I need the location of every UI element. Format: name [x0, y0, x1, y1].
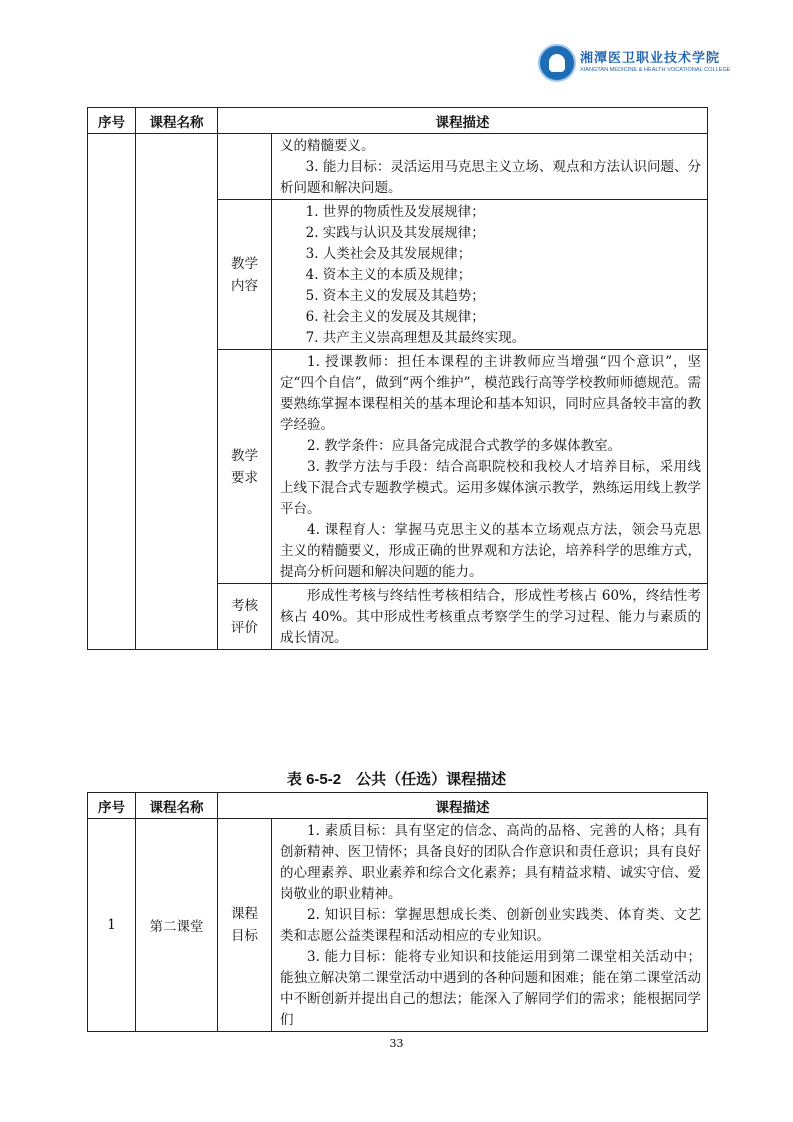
- table-header-row: [88, 108, 708, 134]
- goal-tail-cell: [272, 134, 708, 200]
- college-emblem-icon: [538, 44, 576, 82]
- requirement-item: 3. 教学方法与手段：结合高职院校和我校人才培养目标，采用线上线下混合式专题教学模式。运用多媒体演示教学，熟练运用线上教学平台。: [280, 459, 701, 517]
- assessment-cell: [272, 584, 708, 650]
- elective-course-table: [87, 792, 708, 1032]
- list-item: 6. 社会主义的发展及其规律；: [305, 309, 485, 325]
- goal-item: 3. 能力目标：能将专业知识和技能运用到第二课堂相关活动中；能独立解决第二课堂活动中遇到的各种问题和困难；能在第二课堂活动中不断创新并提出自己的想法；能深入了解同学们的需求；能根据同学们: [280, 949, 701, 1028]
- goal-ability: 3. 能力目标：灵活运用马克思主义立场、观点和方法认识问题、分析问题和解决问题。: [280, 159, 701, 196]
- course-name-cell: [136, 134, 218, 650]
- goal-label: [218, 819, 272, 1032]
- row-course-name: 第二课堂: [136, 819, 218, 1032]
- table-row: [88, 819, 708, 1032]
- course-table-continued: [87, 107, 708, 650]
- requirement-item: 4. 课程育人：掌握马克思主义的基本立场观点方法，领会马克思主义的精髓要义，形成正确的世界观和方法论，培养科学的思维方式，提高分析问题和解决问题的能力。: [280, 522, 701, 580]
- list-item: 1. 世界的物质性及发展规律；: [305, 204, 485, 220]
- requirement-label-text: 教学要求: [231, 447, 258, 486]
- content-cell: [272, 200, 708, 350]
- header-course-description: 课程描述: [218, 793, 708, 819]
- requirement-item: 2. 教学条件：应具备完成混合式教学的多媒体教室。: [307, 438, 622, 454]
- header-course-name: 课程名称: [136, 108, 218, 134]
- goal-item: 2. 知识目标：掌握思想成长类、创新创业实践类、体育类、文艺类和志愿公益类课程和活动相应的专业知识。: [280, 907, 701, 944]
- header-course-name: 课程名称: [136, 793, 218, 819]
- index-cell: [88, 134, 136, 650]
- assessment-label-text: 考核评价: [231, 597, 258, 636]
- assessment-text: 形成性考核与终结性考核相结合，形成性考核占 60%，终结性考核占 40%。其中形成性考核重点考察学生的学习过程、能力与素质的成长情况。: [280, 588, 701, 646]
- logo-chinese-name: 湘潭医卫职业技术学院: [580, 51, 721, 66]
- requirement-label: [218, 350, 272, 584]
- goal-label-text: 课程目标: [231, 906, 258, 944]
- header-course-description: 课程描述: [218, 108, 708, 134]
- list-item: 3. 人类社会及其发展规律；: [305, 246, 472, 262]
- college-logo: [538, 44, 731, 84]
- assessment-label: [218, 584, 272, 650]
- requirement-item: 1. 授课教师：担任本课程的主讲教师应当增强“四个意识”，坚定“四个自信”，做到“两个维护”，模范践行高等学校教师师德规范。需要熟练掌握本课程相关的基本理论和基本知识，同时应具备较丰富的教学经验。: [280, 354, 701, 433]
- list-item: 4. 资本主义的本质及规律；: [305, 267, 472, 283]
- list-item: 7. 共产主义崇高理想及其最终实现。: [305, 330, 526, 346]
- page-number: 33: [389, 1037, 404, 1050]
- goal-tail-line: 义的精髓要义。: [280, 138, 375, 154]
- logo-english-name: XIANGTAN MEDICINE & HEALTH VOCATIONAL COLLEGE: [580, 67, 731, 73]
- goal-label-cell: [218, 134, 272, 200]
- requirement-cell: [272, 350, 708, 584]
- header-index: 序号: [88, 108, 136, 134]
- header-index: 序号: [88, 793, 136, 819]
- list-item: 2. 实践与认识及其发展规律；: [305, 225, 485, 241]
- list-item: 5. 资本主义的发展及其趋势；: [305, 288, 485, 304]
- table-row: [88, 134, 708, 200]
- content-label: [218, 200, 272, 350]
- content-label-text: 教学内容: [231, 255, 258, 294]
- goal-cell: [272, 819, 708, 1032]
- table-caption: 表 6-5-2 公共（任选）课程描述: [286, 771, 507, 788]
- goal-item: 1. 素质目标：具有坚定的信念、高尚的品格、完善的人格；具有创新精神、医卫情怀；具备良好的团队合作意识和责任意识；具有良好的心理素养、职业素养和综合文化素养；具有精益求精、诚实守信、爱岗敬业的职业精神。: [280, 823, 701, 902]
- table-header-row: [88, 793, 708, 819]
- row-index: 1: [88, 819, 136, 1032]
